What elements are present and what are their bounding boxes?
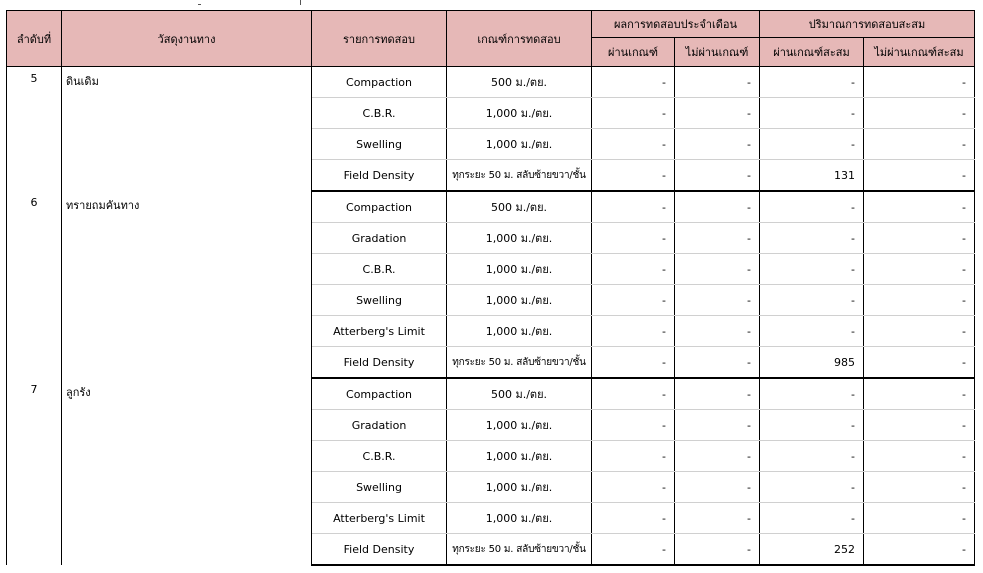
cell-test-item: Compaction	[312, 191, 447, 223]
cell-pass: -	[592, 254, 675, 285]
cell-pass: -	[592, 316, 675, 347]
cell-criteria: 1,000 ม./ตย.	[447, 98, 592, 129]
cell-pass-cumulative: 131	[760, 160, 864, 192]
cell-test-item: Field Density	[312, 160, 447, 192]
cell-test-item: Swelling	[312, 285, 447, 316]
row-order-number: 6	[7, 191, 62, 378]
cell-fail-cumulative: -	[864, 160, 975, 192]
row-material-name: ทรายถมคันทาง	[62, 191, 312, 378]
cell-fail: -	[675, 410, 760, 441]
cell-test-item: Gradation	[312, 223, 447, 254]
cell-fail: -	[675, 347, 760, 379]
header-cumulative-quantity: ปริมาณการทดสอบสะสม	[760, 11, 975, 38]
cell-pass: -	[592, 285, 675, 316]
cell-test-item: Atterberg's Limit	[312, 503, 447, 534]
cell-fail: -	[675, 534, 760, 566]
header-fail-cumulative: ไม่ผ่านเกณฑ์สะสม	[864, 38, 975, 67]
cell-test-item: Compaction	[312, 378, 447, 410]
cell-criteria: 500 ม./ตย.	[447, 67, 592, 98]
cell-fail-cumulative: -	[864, 534, 975, 566]
table-body	[7, 67, 975, 566]
cell-test-item: C.B.R.	[312, 98, 447, 129]
cell-pass: -	[592, 160, 675, 192]
cell-pass: -	[592, 98, 675, 129]
cell-criteria: 1,000 ม./ตย.	[447, 129, 592, 160]
table-row	[7, 67, 975, 98]
cell-fail: -	[675, 378, 760, 410]
cell-test-item: Swelling	[312, 472, 447, 503]
cell-pass-cumulative: -	[760, 98, 864, 129]
cell-pass-cumulative: -	[760, 67, 864, 98]
cell-fail-cumulative: -	[864, 254, 975, 285]
cell-pass: -	[592, 534, 675, 566]
cell-fail: -	[675, 191, 760, 223]
cell-criteria: 500 ม./ตย.	[447, 378, 592, 410]
cell-criteria: 1,000 ม./ตย.	[447, 503, 592, 534]
cell-pass-cumulative: -	[760, 285, 864, 316]
cell-fail: -	[675, 441, 760, 472]
cell-criteria: 1,000 ม./ตย.	[447, 441, 592, 472]
cell-fail: -	[675, 316, 760, 347]
cell-fail: -	[675, 503, 760, 534]
cell-test-item: C.B.R.	[312, 254, 447, 285]
cell-fail: -	[675, 98, 760, 129]
row-material-name: ดินเดิม	[62, 67, 312, 192]
cropped-mark	[198, 0, 201, 5]
cell-fail: -	[675, 67, 760, 98]
cell-criteria: 1,000 ม./ตย.	[447, 254, 592, 285]
cell-pass-cumulative: -	[760, 223, 864, 254]
cell-criteria: ทุกระยะ 50 ม. สลับซ้ายขวา/ชั้น	[447, 347, 592, 379]
table-header	[7, 11, 975, 67]
cropped-header-remnant	[0, 0, 983, 8]
cell-fail-cumulative: -	[864, 223, 975, 254]
header-monthly-results: ผลการทดสอบประจำเดือน	[592, 11, 760, 38]
cell-fail: -	[675, 472, 760, 503]
cell-pass: -	[592, 410, 675, 441]
header-pass-cumulative: ผ่านเกณฑ์สะสม	[760, 38, 864, 67]
cell-criteria: 1,000 ม./ตย.	[447, 316, 592, 347]
cell-pass-cumulative: -	[760, 472, 864, 503]
cell-fail: -	[675, 129, 760, 160]
cell-test-item: Atterberg's Limit	[312, 316, 447, 347]
header-fail: ไม่ผ่านเกณฑ์	[675, 38, 760, 67]
cell-fail: -	[675, 285, 760, 316]
header-test-item: รายการทดสอบ	[312, 11, 447, 67]
cell-fail-cumulative: -	[864, 472, 975, 503]
cell-fail-cumulative: -	[864, 129, 975, 160]
cropped-mark	[300, 0, 303, 5]
cell-pass-cumulative: 252	[760, 534, 864, 566]
cell-test-item: Field Density	[312, 347, 447, 379]
cell-pass: -	[592, 503, 675, 534]
row-order-number: 7	[7, 378, 62, 565]
header-order: ลำดับที่	[7, 11, 62, 67]
cell-pass: -	[592, 67, 675, 98]
table-row	[7, 191, 975, 223]
cell-pass-cumulative: 985	[760, 347, 864, 379]
cell-fail-cumulative: -	[864, 285, 975, 316]
cell-criteria: 500 ม./ตย.	[447, 191, 592, 223]
cell-test-item: Compaction	[312, 67, 447, 98]
cell-test-item: C.B.R.	[312, 441, 447, 472]
cell-fail-cumulative: -	[864, 316, 975, 347]
cell-fail-cumulative: -	[864, 410, 975, 441]
cell-pass-cumulative: -	[760, 410, 864, 441]
cell-pass: -	[592, 223, 675, 254]
table-row	[7, 378, 975, 410]
cell-pass: -	[592, 472, 675, 503]
cell-pass-cumulative: -	[760, 129, 864, 160]
cell-pass-cumulative: -	[760, 441, 864, 472]
cell-pass: -	[592, 191, 675, 223]
material-test-table	[6, 10, 975, 566]
cell-test-item: Swelling	[312, 129, 447, 160]
cell-criteria: 1,000 ม./ตย.	[447, 223, 592, 254]
cell-fail-cumulative: -	[864, 441, 975, 472]
cell-fail-cumulative: -	[864, 98, 975, 129]
cell-pass-cumulative: -	[760, 503, 864, 534]
cell-test-item: Gradation	[312, 410, 447, 441]
cell-criteria: 1,000 ม./ตย.	[447, 410, 592, 441]
cell-fail-cumulative: -	[864, 347, 975, 379]
cell-fail-cumulative: -	[864, 378, 975, 410]
cell-test-item: Field Density	[312, 534, 447, 566]
cell-fail-cumulative: -	[864, 503, 975, 534]
cell-fail: -	[675, 160, 760, 192]
cell-fail-cumulative: -	[864, 67, 975, 98]
cell-pass: -	[592, 129, 675, 160]
cell-fail: -	[675, 254, 760, 285]
cell-criteria: ทุกระยะ 50 ม. สลับซ้ายขวา/ชั้น	[447, 534, 592, 566]
cell-criteria: 1,000 ม./ตย.	[447, 472, 592, 503]
row-material-name: ลูกรัง	[62, 378, 312, 565]
header-criteria: เกณฑ์การทดสอบ	[447, 11, 592, 67]
header-pass: ผ่านเกณฑ์	[592, 38, 675, 67]
cell-criteria: 1,000 ม./ตย.	[447, 285, 592, 316]
cell-criteria: ทุกระยะ 50 ม. สลับซ้ายขวา/ชั้น	[447, 160, 592, 192]
cell-pass: -	[592, 347, 675, 379]
cell-pass: -	[592, 441, 675, 472]
header-material: วัสดุงานทาง	[62, 11, 312, 67]
cell-fail: -	[675, 223, 760, 254]
cell-pass-cumulative: -	[760, 316, 864, 347]
row-order-number: 5	[7, 67, 62, 192]
cell-fail-cumulative: -	[864, 191, 975, 223]
cell-pass: -	[592, 378, 675, 410]
cell-pass-cumulative: -	[760, 191, 864, 223]
cell-pass-cumulative: -	[760, 378, 864, 410]
cell-pass-cumulative: -	[760, 254, 864, 285]
